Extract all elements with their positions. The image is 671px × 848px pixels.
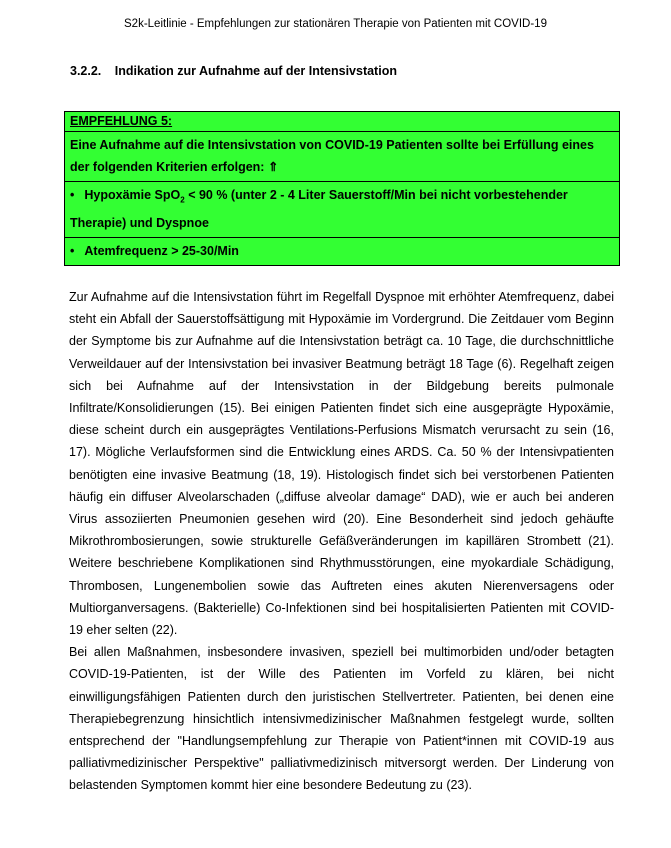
recommendation-label: EMPFEHLUNG 5: — [70, 114, 173, 128]
criterion-1-subscript: 2 — [180, 195, 185, 205]
recommendation-statement-text: Eine Aufnahme auf die Intensivstation von COVID-19 Patienten sollte bei Erfüllung eines der folgenden Kriterien erfolgen: — [70, 138, 594, 174]
criterion-2-text: Atemfrequenz > 25-30/Min — [84, 243, 239, 258]
body-text — [69, 286, 614, 797]
body-paragraph-1: Zur Aufnahme auf die Intensivstation führt im Regelfall Dyspnoe mit erhöhter Atemfrequenz, dabei steht ein Abfall der Sauerstoffsättigung mit Hypoxämie im Vordergrund. Die Zeitdauer vom Beginn der Symptome bis zur Aufnahme auf die Intensivstation beträgt ca. 10 Tage, die durchschnittliche Verweildauer auf der Intensivstation bei invasiver Beatmung beträgt 18 Tage (6). Regelhaft zeigen sich bei Aufnahme auf der Intensivstation in der Bildgebung bereits pulmonale Infiltrate/Konsolidierungen (15). Bei einigen Patienten findet sich eine ausgeprägte Hypoxämie, diese scheint durch ein ausgeprägtes Ventilations-Perfusions Mismatch verursacht zu sein (16, 17). Mögliche Verlaufsformen sind die Entwicklung eines ARDS. Ca. 50 % der Intensivpatienten benötigten eine invasive Beatmung (18, 19). Histologisch findet sich bei verstorbenen Patienten häufig ein diffuser Alveolarschaden („diffuse alveolar damage“ DAD), wie er auch bei anderen Virus assoziierten Pneumonien gesehen wird (20). Eine Besonderheit sind jedoch gehäufte Mikrothrombosierungen, sowie strukturelle Gefäßveränderungen im kapillären Strombett (21). Weitere beschriebene Komplikationen sind Rhythmusstörungen, eine myokardiale Schädigung, Thrombosen, Lungenembolien sowie das Auftreten eines akuten Nierenversagens oder Multiorganversagens. (Bakterielle) Co-Infektionen sind bei hospitalisierten Patienten mit COVID-19 eher selten (22). — [69, 290, 614, 638]
body-paragraph-2: Bei allen Maßnahmen, insbesondere invasiven, speziell bei multimorbiden und/oder betagten COVID-19-Patienten, ist der Wille des Patienten im Vorfeld zu klären, bei nicht einwilligungsfähigen Patienten durch den juristischen Stellvertreter. Patienten, bei denen eine Therapiebegrenzung hinsichtlich intensivmedizinischer Maßnahmen festgelegt wurde, sollten entsprechend der "Handlungsempfehlung zur Therapie von Patient*innen mit COVID-19 aus palliativmedizinischer Perspektive" palliativmedizinisch mitversorgt werden. Der Linderung von belastenden Symptomen kommt hier eine besondere Bedeutung zu (23). — [69, 645, 614, 793]
criterion-hypoxemia — [65, 181, 619, 237]
section-heading — [70, 64, 397, 78]
bullet-icon: • — [70, 243, 75, 258]
criterion-respiratory-rate — [65, 237, 619, 265]
criterion-1-text-post: < 90 % (unter 2 - 4 Liter Sauerstoff/Min bei nicht vorbestehender Therapie) und Dyspnoe — [70, 188, 568, 230]
page-header: S2k-Leitlinie - Empfehlungen zur stationären Therapie von Patienten mit COVID-19 — [124, 18, 547, 30]
recommendation-statement — [65, 131, 619, 181]
criterion-1-text-pre: Hypoxämie SpO — [84, 188, 181, 202]
section-number: 3.2.2. — [70, 64, 102, 78]
recommendation-box — [64, 111, 620, 266]
bullet-icon: • — [70, 188, 75, 202]
section-title: Indikation zur Aufnahme auf der Intensivstation — [114, 64, 397, 78]
recommendation-grade-icon: ⇑ — [267, 160, 279, 174]
